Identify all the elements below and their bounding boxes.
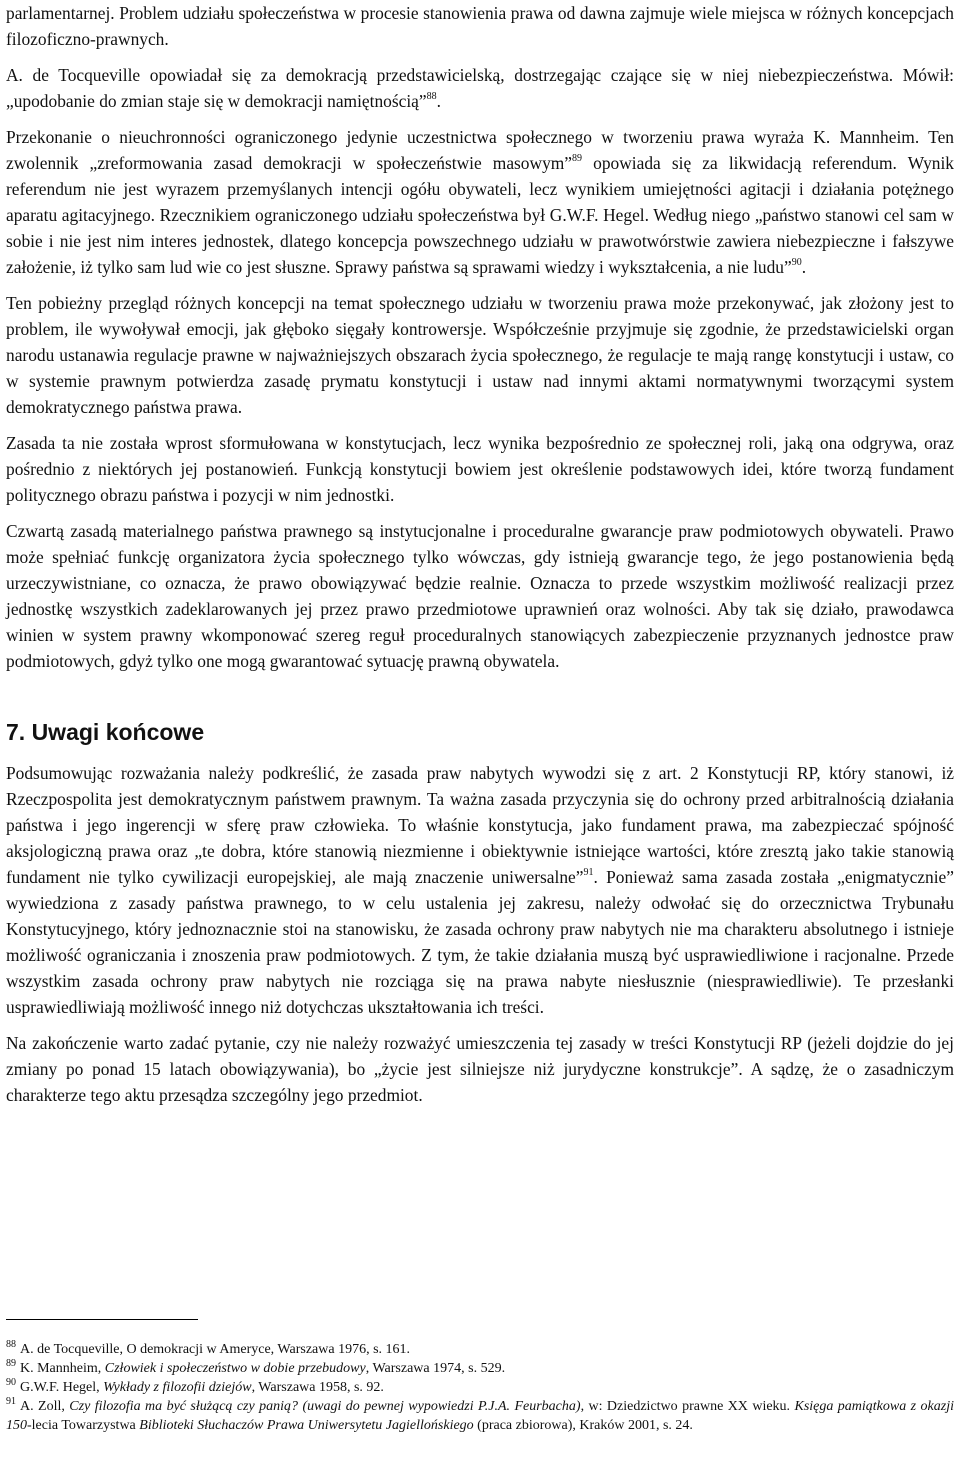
footnote-ref-91[interactable]: 91: [583, 867, 594, 878]
footnote-ref-88[interactable]: 88: [426, 91, 437, 102]
footnote-ref-89[interactable]: 89: [572, 153, 583, 164]
paragraph-summary: Podsumowując rozważania należy podkreślić, że zasada praw nabytych wywodzi się z art. 2 Konstytucji RP, który stanowi, iż Rzeczpospolita jest demokratycznym państwem prawnym. Ta ważna zasada przyczynia się do ochrony przed arbitralnością działania państwa i jego ingerencji w sferę praw człowieka. To właśnie konstytucja, jako fundament prawa, ma zabezpieczać spójność aksjologiczną prawa oraz „te dobra, które stanowią niezmienne i obiektywnie istniejące wartości, które zresztą jako takie stanowią fundament nie tylko cywilizacji europejskiej, ale mają znaczenie uniwersalne”$^{91}$. Ponieważ sama zasada została „enigmatycznie” wywiedziona z zasady państwa prawnego, to w celu ustalenia jej zakresu, należy odwołać się do orzecznictwa Trybunału Konstytucyjnego, który jednoznacznie stoi na stanowisku, że zasada ochrony praw nabytych nie ma charakteru absolutnego i istnieje możliwość ograniczania i znoszenia praw podmiotowych. Z tym, że takie działania muszą być usprawiedliwione i racjonalne. Przede wszystkim zasada ochrony praw nabytych nie rozciąga się na prawa nabyte niesłusznie (niesprawiedliwie). Te przesłanki usprawiedliwiają możliwość innego niż dotychczas ukształtowania ich treści.: [6, 763, 954, 1017]
footnote-88: $^{88}$ A. de Tocqueville, O demokracji w Ameryce, Warszawa 1976, s. 161.: [6, 1339, 411, 1357]
paragraph-conclusion: Na zakończenie warto zadać pytanie, czy nie należy rozważyć umieszczenia tej zasady w treści Konstytucji RP (jeżeli dojdzie do jej zmiany po ponad 15 latach obowiązywania), bo „życie jest silniejsze niż jurydyczne konstrukcje”. A sądzę, że o zasadniczym charakterze tego aktu przesądza szczególny jego przedmiot.: [6, 1033, 954, 1105]
footnote-89: $^{89}$ K. Mannheim, Człowiek i społeczeństwo w dobie przebudowy, Warszawa 1974, s. 529.: [6, 1358, 506, 1376]
footnote-separator: [6, 1319, 198, 1320]
footnote-ref-90[interactable]: 90: [791, 257, 802, 268]
section-heading: 7. Uwagi końcowe: [6, 719, 205, 745]
paragraph-fourth-principle: Czwartą zasadą materialnego państwa prawnego są instytucjonalne i proceduralne gwarancje praw podmiotowych obywateli. Prawo może spełniać funkcję organizatora życia społecznego tylko wówczas, gdy istnieją gwarancje tego, że jego postanowienia będą urzeczywistniane, co oznacza, że prawo obowiązywać będzie realnie. Oznacza to przede wszystkim możliwość realizacji przez jednostkę wszystkich zadeklarowanych jej przez prawo przedmiotowe uprawnień oraz wolności. Aby tak się działo, prawodawca winien w system prawny wkomponować szereg reguł proceduralnych stanowiących zabezpieczenie przyznanych jednostce praw podmiotowych, gdyż tylko one mogą gwarantować sytuację prawną obywatela.: [6, 521, 954, 671]
paragraph-tocqueville: A. de Tocqueville opowiadał się za demokracją przedstawicielską, dostrzegając czające się w niej niebezpieczeństwa. Mówił: „upodobanie do zmian staje się w demokracji namiętnością”$^{88}$.: [6, 65, 954, 111]
document-page: [6, 0, 954, 1433]
paragraph-mannheim-hegel: Przekonanie o nieuchronności ograniczonego jedynie uczestnictwa społecznego w tworzeniu prawa wyraża K. Mannheim. Ten zwolennik „zreformowania zasad demokracji w społeczeństwie masowym”$^{89}$ opowiada się za likwidacją referendum. Wynik referendum nie jest wyrazem przemyślanych intencji ogółu obywateli, lecz wynikiem umiejętności agitacji i działania potężnego aparatu agitacyjnego. Rzecznikiem ograniczonego udziału społeczeństwa był G.W.F. Hegel. Według niego „państwo stanowi cel sam w sobie i nie jest nim interes jednostek, dlatego koncepcja powszechnego udziału w prawotwórstwie zawiera niebezpieczne i fałszywe założenie, iż tylko sam lud wie co jest słuszne. Sprawy państwa są sprawami wiedzy i wykształcenia, a nie ludu”$^{90}$.: [6, 127, 954, 277]
footnotes: [6, 1340, 954, 1435]
footnote-90: $^{90}$ G.W.F. Hegel, Wykłady z filozofii dziejów, Warszawa 1958, s. 92.: [6, 1377, 384, 1395]
paragraph-overview: Ten pobieżny przegląd różnych koncepcji na temat społecznego udziału w tworzeniu prawa może przekonywać, jak złożony jest to problem, ile wywoływał emocji, jak głęboko sięgały kontrowersje. Współcześnie przyjmuje się zgodnie, że przedstawicielski organ narodu ustanawia regulacje prawne w najważniejszych obszarach życia społecznego, że regulacje te mają rangę konstytucji i ustaw, co w systemie prawnym potwierdza zasadę prymatu konstytucji i ustaw nad innymi aktami normatywnymi tworzącymi system demokratycznego państwa prawa.: [6, 293, 954, 417]
footnote-91: $^{91}$ A. Zoll, Czy filozofia ma być służącą czy panią? (uwagi do pewnej wypowiedzi P.J.A. Feurbacha), w: Dziedzictwo prawne XX wieku. Księga pamiątkowa z okazji 150-lecia Towarzystwa Biblioteki Słuchaczów Prawa Uniwersytetu Jagiellońskiego (praca zbiorowa), Kraków 2001, s. 24.: [6, 1396, 954, 1433]
paragraph-intro-continuation: parlamentarnej. Problem udziału społeczeństwa w procesie stanowienia prawa od dawna zajmuje wiele miejsca w różnych koncepcjach filozoficzno-prawnych.: [6, 3, 954, 49]
paragraph-constitution-role: Zasada ta nie została wprost sformułowana w konstytucjach, lecz wynika bezpośrednio ze społecznej roli, jaką ona odgrywa, oraz pośrednio z niektórych jej postanowień. Funkcją konstytucji bowiem jest określenie podstawowych idei, które tworzą fundament politycznego obrazu państwa i pozycji w nim jednostki.: [6, 433, 954, 505]
